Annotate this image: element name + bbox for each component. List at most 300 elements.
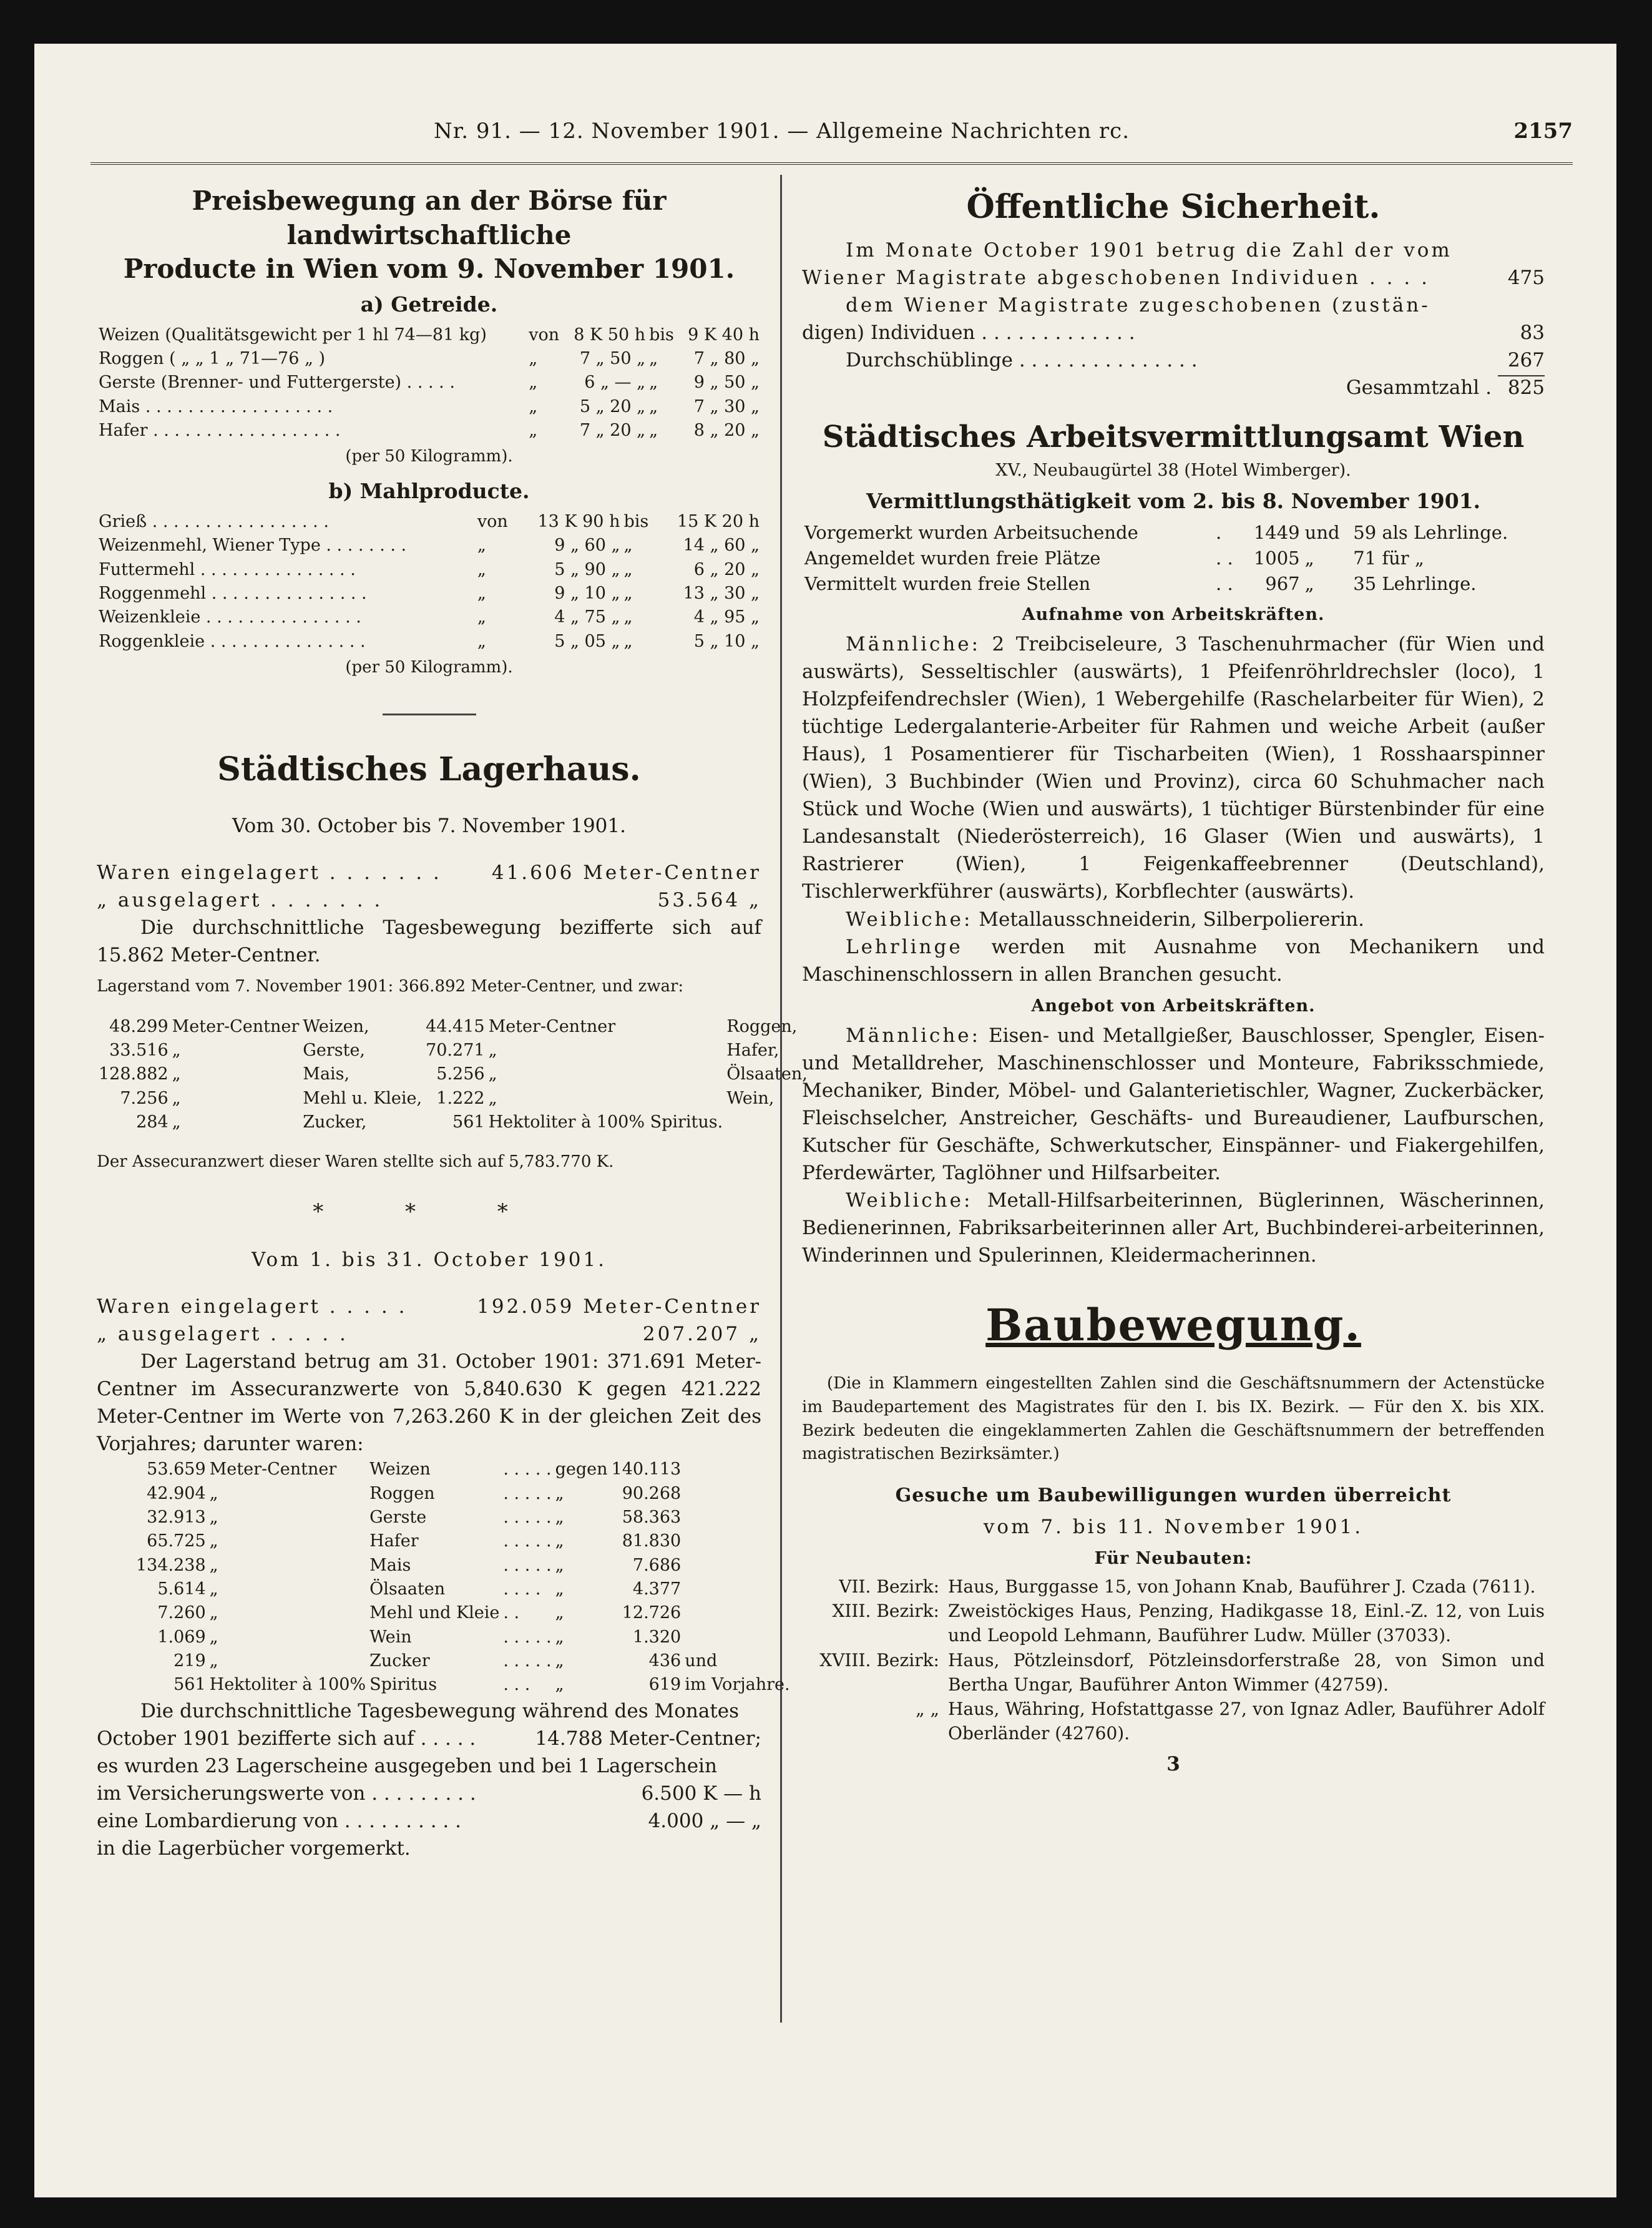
compare-row-cell: . . . .	[503, 1579, 541, 1599]
mahl-row-cell: 4 „ 75 „	[554, 607, 620, 627]
vermittlung-row-cell: 1005	[1253, 547, 1300, 569]
stock-row-cell: 284	[136, 1112, 169, 1132]
vermittlung-row-cell: 71 für „	[1353, 547, 1424, 569]
getreide-row-cell: „	[529, 373, 538, 393]
compare-row-cell: „	[555, 1603, 564, 1623]
ausgelagert-label: „ ausgelagert . . . . . . .	[97, 888, 383, 911]
compare-row-cell: 12.726	[622, 1603, 682, 1623]
lagerhaus-period2: Vom 1. bis 31. October 1901.	[251, 1249, 607, 1272]
getreide-row	[97, 371, 761, 395]
vermittlung-row-cell: „	[1304, 572, 1314, 594]
aufnahme-weiblich-text: Metallausschneiderin, Silberpoliererin.	[979, 908, 1364, 931]
mahl-row-cell: „	[623, 584, 633, 604]
mahl-row-cell: Weizenkleie . . . . . . . . . . . . . . .	[99, 607, 361, 627]
aufnahme-weiblich-label: Weibliche:	[846, 908, 973, 931]
angebot-weiblich-label: Weibliche:	[846, 1189, 973, 1212]
summary-line-text: in die Lagerbücher vorgemerkt.	[97, 1837, 411, 1860]
getreide-unit: (per 50 Kilogramm).	[345, 447, 513, 466]
ausgelagert2-value: 207.207 „	[642, 1323, 761, 1346]
vermittlung-row-cell: und	[1304, 521, 1340, 543]
getreide-row-cell: 7 „ 50 „	[579, 348, 646, 368]
compare-row-cell: 4.377	[632, 1579, 682, 1599]
compare-row-cell: und	[685, 1651, 718, 1671]
eingelagert2-line	[97, 1293, 761, 1320]
bau-entry-district: „ „	[916, 1699, 939, 1720]
newspaper-page	[34, 44, 1616, 2197]
getreide-row-cell: „	[529, 348, 538, 368]
zustaendig-value: 83	[1520, 321, 1545, 344]
compare-row-cell: Weizen	[369, 1460, 431, 1480]
mahl-row-cell: Weizenmehl, Wiener Type . . . . . . . .	[99, 536, 407, 556]
ausgelagert-line	[97, 886, 761, 914]
compare-row-cell: . . .	[503, 1675, 530, 1695]
compare-row-cell: 42.904	[147, 1483, 206, 1503]
aufnahme-maennlich-label: Männliche:	[846, 633, 981, 656]
getreide-row-cell: Roggen ( „ „ 1 „ 71—76 „ )	[99, 348, 326, 368]
ausgelagert2-line	[97, 1320, 761, 1348]
stock-row-cell: Weizen,	[303, 1016, 369, 1036]
sicherheit-line4	[802, 346, 1545, 374]
getreide-table	[97, 323, 761, 443]
sicherheit-line3	[802, 319, 1545, 346]
boerse-title-line1: Preisbewegung an der Börse für landwirtschaftliche	[192, 185, 667, 250]
eingelagert2-label: Waren eingelagert . . . . .	[97, 1295, 408, 1318]
getreide-row-cell: „	[529, 396, 538, 416]
compare-row-cell: „	[209, 1483, 218, 1503]
compare-row-cell: „	[555, 1531, 564, 1551]
compare-row-cell: . . . . .	[503, 1483, 552, 1503]
getreide-row-cell: 8 „ 20 „	[693, 420, 760, 440]
stock-row-cell: 70.271	[426, 1040, 485, 1060]
getreide-row-cell: Gerste (Brenner- und Futtergerste) . . . . .	[99, 373, 455, 393]
vermittlung-row	[802, 571, 1545, 597]
summary-line-text: es wurden 23 Lagerscheine ausgegeben und bei 1 Lagerschein	[97, 1754, 717, 1777]
compare-row-cell: . . . . .	[503, 1531, 552, 1551]
mahl-row-cell: „	[477, 631, 486, 651]
compare-row-cell: „	[555, 1483, 564, 1503]
vermittlung-row-cell: . .	[1216, 547, 1233, 569]
getreide-heading: a) Getreide.	[360, 292, 498, 317]
stock-row-cell: Meter-Centner	[172, 1016, 300, 1036]
compare-row	[134, 1626, 792, 1649]
compare-row-cell: gegen	[555, 1460, 608, 1480]
summary-line-text: im Versicherungswerte von . . . . . . . . .	[97, 1782, 476, 1805]
bau-entry	[802, 1697, 1545, 1745]
compare-row-cell: 219	[174, 1651, 206, 1671]
getreide-row-cell: Weizen (Qualitätsgewicht per 1 hl 74—81 kg)	[99, 325, 487, 345]
total-label: Gesammtzahl .	[1346, 376, 1492, 399]
compare-row-cell: Mehl und Kleie	[369, 1603, 500, 1623]
mahl-row-cell: „	[623, 536, 633, 556]
stock-row-cell: Hafer,	[726, 1040, 780, 1060]
compare-row-cell: „	[209, 1507, 218, 1527]
assecuranz-text: Der Assecuranzwert dieser Waren stellte sich auf 5,783.770 K.	[97, 1152, 614, 1172]
mahl-row-cell: 5 „ 05 „	[554, 631, 620, 651]
stock-row-cell: 7.256	[120, 1088, 169, 1108]
compare-row-cell: Roggen	[369, 1483, 435, 1503]
compare-row-cell	[683, 1578, 791, 1601]
aufnahme-weiblich	[802, 906, 1545, 933]
compare-row	[134, 1578, 792, 1601]
summary-line-text: eine Lombardierung von . . . . . . . . . .	[97, 1809, 461, 1832]
bau-entry-text: Zweistöckiges Haus, Penzing, Hadikgasse 18, Einl.-Z. 12, von Luis und Leopold Lehmann, Bauführer Ludw. Müller (37033).	[948, 1601, 1545, 1646]
angebot-weiblich-text: Metall-Hilfsarbeiterinnen, Büglerinnen, Wäscherinnen, Bedienerinnen, Fabriksarbeiterinnen aller Art, Buchbinderei-arbeiterinnen, Winderinnen und Spulerinnen, Kleidermacherinnen.	[802, 1189, 1545, 1267]
sicherheit-intro: Im Monate October 1901 betrug die Zahl der vom	[846, 238, 1452, 262]
compare-row-cell: 619	[648, 1675, 682, 1695]
getreide-row-cell: 6 „ — „	[584, 373, 646, 393]
stock-row-cell: 44.415	[426, 1016, 485, 1036]
compare-row-cell: „	[209, 1651, 218, 1671]
stock-row-cell: „	[488, 1064, 497, 1084]
getreide-row	[97, 323, 761, 347]
mahl-heading: b) Mahlproducte.	[328, 479, 530, 504]
bau-entry	[802, 1599, 1545, 1647]
eingelagert-label: Waren eingelagert . . . . . . .	[97, 861, 442, 884]
lagerstand-text: Lagerstand vom 7. November 1901: 366.892 Meter-Centner, und zwar:	[97, 976, 684, 996]
section-stars: * * *	[313, 1199, 545, 1224]
getreide-row-cell: bis	[649, 325, 674, 345]
compare-row-cell: „	[555, 1555, 564, 1575]
mahl-row-cell: bis	[623, 512, 649, 532]
mahl-row-cell: Roggenmehl . . . . . . . . . . . . . . .	[99, 584, 367, 604]
summary-line	[97, 1697, 761, 1725]
vermittlung-row-cell: 967	[1265, 572, 1300, 594]
getreide-row-cell: 9 K 40 h	[688, 325, 760, 345]
eingelagert-value: 41.606 Meter-Centner	[491, 861, 761, 884]
sicherheit-total	[802, 374, 1545, 401]
mahl-row-cell: 13 „ 30 „	[683, 584, 760, 604]
angebot-weiblich	[802, 1187, 1545, 1269]
getreide-row-cell: Hafer . . . . . . . . . . . . . . . . . .	[99, 420, 341, 440]
angebot-maennlich-text: Eisen- und Metallgießer, Bauschlosser, Spengler, Eisen- und Metalldreher, Maschinenschlosser und Monteure, Fabriksschmiede, Mechaniker, Binder, Möbel- und Galanterietischler, Wagner, Zuckerbäcker, Fleischselcher, Anstreicher, Geschäfts- und Bureaudiener, Laufburschen, Kutscher für Geschäfte, Schwerkutscher, Einspänner- und Fiakergehilfen, Pferdewärter, Taglöhner und Hilfsarbeiter.	[802, 1024, 1545, 1184]
compare-row-cell: 1.320	[632, 1627, 682, 1647]
aufnahme-lehrlinge	[802, 933, 1545, 988]
compare-row-cell: Gerste	[369, 1507, 427, 1527]
zugeschoben-label: dem Wiener Magistrate zugeschobenen (zustän-	[846, 293, 1430, 317]
mahl-row-cell: Futtermehl . . . . . . . . . . . . . . .	[99, 559, 356, 579]
stock-row-cell: „	[172, 1040, 181, 1060]
mahl-row-cell: „	[477, 584, 486, 604]
mahl-row	[97, 534, 761, 557]
section-separator	[383, 714, 476, 715]
ausgelagert-value: 53.564 „	[657, 888, 761, 911]
lagerhaus-title: Städtisches Lagerhaus.	[217, 750, 641, 788]
stock-row	[97, 1111, 809, 1134]
compare-row-cell: Meter-Centner	[209, 1460, 337, 1480]
mahl-row-cell: 9 „ 10 „	[554, 584, 620, 604]
angebot-maennlich	[802, 1022, 1545, 1187]
mahl-row-cell: „	[623, 607, 633, 627]
vermittlung-row-cell: .	[1216, 521, 1222, 543]
compare-row-cell: 1.069	[157, 1627, 206, 1647]
compare-row-cell: . .	[503, 1603, 520, 1623]
mahl-row	[97, 630, 761, 654]
stock-row	[97, 1087, 809, 1111]
vermittlung-row-cell: Vermittelt wurden freie Stellen	[804, 572, 1091, 594]
stock-row-cell: „	[172, 1112, 181, 1132]
signature-mark: 3	[1166, 1753, 1180, 1776]
compare-row-cell	[683, 1482, 791, 1506]
mahl-table	[97, 510, 761, 654]
mahl-row-cell: „	[477, 559, 486, 579]
compare-row-cell	[683, 1554, 791, 1578]
getreide-row	[97, 347, 761, 371]
baubewegung-note: (Die in Klammern eingestellten Zahlen sind die Geschäftsnummern der Actenstücke im Baudepartement des Magistrates für den I. bis IX. Bezirk. — Für den X. bis XIX. Bezirk bedeuten die eingeklammerten Zahlen die Geschäftsnummern der betreffenden magistratischen Bezirksämter.)	[802, 1374, 1545, 1464]
compare-row-cell: 561	[174, 1675, 206, 1695]
gesuche-heading: Gesuche um Baubewilligungen wurden überreicht	[895, 1485, 1452, 1507]
header-rule	[90, 162, 1573, 165]
gesuche-period: vom 7. bis 11. November 1901.	[983, 1515, 1364, 1538]
compare-row	[134, 1601, 792, 1625]
mahl-row	[97, 510, 761, 534]
compare-row-cell: „	[209, 1579, 218, 1599]
vermittlung-row-cell: 1449	[1253, 521, 1300, 543]
summary-line-value: 14.788 Meter-Centner;	[535, 1727, 761, 1750]
stock-row-cell: Roggen,	[726, 1016, 798, 1036]
vermittlung-row	[802, 520, 1545, 546]
summary-line	[97, 1835, 761, 1862]
aufnahme-maennlich	[802, 631, 1545, 905]
compare-row-cell: 140.113	[611, 1460, 682, 1480]
compare-row-cell: . . . . .	[503, 1460, 552, 1480]
abgeschoben-value: 475	[1507, 266, 1545, 289]
summary-line	[97, 1780, 761, 1807]
mahl-row-cell: Roggenkleie . . . . . . . . . . . . . . .	[99, 631, 366, 651]
mahl-row-cell: 4 „ 95 „	[693, 607, 760, 627]
compare-row-cell: . . . . .	[503, 1555, 552, 1575]
mahl-row-cell: 14 „ 60 „	[683, 536, 760, 556]
neubauten-heading: Für Neubauten:	[1094, 1548, 1253, 1568]
mahl-row	[97, 582, 761, 606]
stock-row-cell: 48.299	[109, 1016, 169, 1036]
stock-row-cell: Mais,	[303, 1064, 350, 1084]
sicherheit-line1	[802, 264, 1545, 292]
getreide-row	[97, 395, 761, 419]
stock-row-cell: „	[488, 1088, 497, 1108]
eingelagert-line	[97, 859, 761, 886]
vermittlung-row-cell: „	[1304, 547, 1314, 569]
right-column	[802, 184, 1545, 1778]
compare-row-cell: „	[209, 1555, 218, 1575]
compare-row-cell: Spiritus	[369, 1675, 437, 1695]
abgeschoben-label: Wiener Magistrate abgeschobenen Individuen . . . .	[802, 266, 1430, 289]
summary-line-text: Die durchschnittliche Tagesbewegung während des Monates	[140, 1699, 740, 1722]
stock-row-cell: 561	[452, 1112, 485, 1132]
getreide-row-cell: 7 „ 30 „	[693, 396, 760, 416]
compare-row-cell: 32.913	[147, 1507, 206, 1527]
getreide-row-cell: „	[649, 348, 658, 368]
stock-row	[97, 1039, 809, 1062]
stock-row	[97, 1015, 809, 1039]
mahl-row	[97, 606, 761, 629]
arbeitsamt-title: Städtisches Arbeitsvermittlungsamt Wien	[822, 419, 1525, 454]
getreide-row-cell: „	[529, 420, 538, 440]
compare-row-cell: „	[555, 1627, 564, 1647]
stock-row-cell: Hektoliter à 100% Spiritus.	[488, 1112, 723, 1132]
arbeitsamt-address: XV., Neubaugürtel 38 (Hotel Wimberger).	[995, 461, 1351, 481]
lagerhaus-period1: Vom 30. October bis 7. November 1901.	[232, 814, 626, 837]
compare-row-cell: 5.614	[157, 1579, 206, 1599]
vermittlung-row-cell: 59 als Lehrlinge.	[1353, 521, 1508, 543]
compare-row-cell: Wein	[369, 1627, 412, 1647]
lehrlinge-text: werden mit Ausnahme von Mechanikern und Maschinenschlossern in allen Branchen gesucht.	[802, 935, 1545, 986]
monthly-summary	[97, 1697, 761, 1862]
arbeitsamt-period: Vermittlungsthätigkeit vom 2. bis 8. November 1901.	[866, 488, 1481, 513]
summary-line-text: October 1901 bezifferte sich auf . . . . .	[97, 1727, 476, 1750]
stock-row-cell: 1.222	[436, 1088, 485, 1108]
summary-line	[97, 1807, 761, 1835]
compare-row-cell: . . . . .	[503, 1651, 552, 1671]
compare-row	[134, 1482, 792, 1506]
mahl-row-cell: „	[623, 559, 633, 579]
running-title: Nr. 91. — 12. November 1901. — Allgemeine Nachrichten rc.	[434, 119, 1130, 144]
getreide-row-cell: 8 K 50 h	[574, 325, 646, 345]
compare-row	[134, 1554, 792, 1578]
bau-entries	[802, 1574, 1545, 1745]
stock-row-cell: „	[488, 1040, 497, 1060]
bau-entry-district: XVIII. Bezirk:	[819, 1649, 939, 1671]
compare-row-cell: . . . . .	[503, 1507, 552, 1527]
bau-entry-text: Haus, Währing, Hofstattgasse 27, von Ignaz Adler, Bauführer Adolf Oberländer (42760).	[948, 1699, 1545, 1744]
compare-row-cell: 58.363	[622, 1507, 682, 1527]
bau-entry-district: XIII. Bezirk:	[832, 1601, 939, 1622]
compare-row	[134, 1506, 792, 1529]
compare-row-cell: Zucker	[369, 1651, 430, 1671]
compare-row	[134, 1529, 792, 1553]
boerse-title-line2: Producte in Wien vom 9. November 1901.	[123, 253, 735, 285]
left-column	[97, 184, 808, 1862]
mahl-row-cell: 13 K 90 h	[537, 512, 620, 532]
getreide-row-cell: von	[529, 325, 560, 345]
mahl-unit: (per 50 Kilogramm).	[345, 658, 513, 677]
getreide-row-cell: 7 „ 20 „	[579, 420, 646, 440]
compare-row-cell: „	[555, 1507, 564, 1527]
aufnahme-heading: Aufnahme von Arbeitskräften.	[1022, 605, 1325, 625]
page-number: 2157	[1513, 119, 1573, 144]
compare-row-cell	[683, 1601, 791, 1625]
compare-row-cell: Ölsaaten	[369, 1579, 446, 1599]
getreide-row-cell: „	[649, 373, 658, 393]
vermittlung-table	[802, 520, 1545, 597]
compare-row-cell	[683, 1529, 791, 1553]
stock-row-cell: Meter-Centner	[488, 1016, 616, 1036]
compare-row-cell: 134.238	[136, 1555, 206, 1575]
getreide-row	[97, 419, 761, 443]
page-header	[34, 119, 1616, 156]
compare-row-cell: Hektoliter à 100%	[209, 1675, 366, 1695]
total-value: 825	[1498, 375, 1545, 399]
stock-row-cell: „	[172, 1064, 181, 1084]
mahl-row-cell: 9 „ 60 „	[554, 536, 620, 556]
summary-line	[97, 1752, 761, 1780]
compare-row-cell: Hafer	[369, 1531, 419, 1551]
bau-entry	[802, 1648, 1545, 1697]
getreide-row-cell: „	[649, 420, 658, 440]
mahl-row	[97, 558, 761, 582]
sicherheit-title: Öffentliche Sicherheit.	[966, 188, 1381, 226]
mahl-row-cell: von	[477, 512, 508, 532]
lagerstand-october-text: Der Lagerstand betrug am 31. October 1901: 371.691 Meter-Centner im Assecuranzwerte von 5,840.630 K gegen 421.222 Meter-Centner im Werte von 7,263.260 K in der gleichen Zeit des Vorjahres; darunter waren:	[97, 1350, 761, 1456]
vermittlung-row-cell: Angemeldet wurden freie Plätze	[804, 547, 1101, 569]
summary-line-value: 4.000 „ — „	[648, 1809, 761, 1832]
mahl-row-cell: 15 K 20 h	[677, 512, 760, 532]
stock-row-cell: 128.882	[99, 1064, 169, 1084]
compare-row-cell: 7.260	[157, 1603, 206, 1623]
compare-row-cell: „	[209, 1531, 218, 1551]
bau-entry	[802, 1574, 1545, 1599]
lehrlinge-label: Lehrlinge	[846, 935, 963, 958]
compare-row	[134, 1458, 792, 1481]
mahl-row-cell: 6 „ 20 „	[693, 559, 760, 579]
compare-row-cell: Mais	[369, 1555, 411, 1575]
summary-line	[97, 1725, 761, 1752]
angebot-heading: Angebot von Arbeitskräften.	[1031, 996, 1316, 1016]
stock-row-cell	[725, 1111, 809, 1134]
bau-entry-district: VII. Bezirk:	[839, 1576, 939, 1597]
mahl-row-cell: „	[477, 607, 486, 627]
stock-row	[97, 1062, 809, 1086]
vermittlung-row-cell: . .	[1216, 572, 1233, 594]
getreide-row-cell: 5 „ 20 „	[579, 396, 646, 416]
compare-row-cell	[683, 1458, 791, 1481]
compare-row-cell: „	[555, 1675, 564, 1695]
getreide-row-cell: 9 „ 50 „	[693, 373, 760, 393]
stock-row-cell: Mehl u. Kleie,	[303, 1088, 423, 1108]
compare-row-cell: 90.268	[622, 1483, 682, 1503]
vermittlung-row	[802, 546, 1545, 571]
compare-row	[134, 1649, 792, 1673]
getreide-row-cell: Mais . . . . . . . . . . . . . . . . . .	[99, 396, 333, 416]
eingelagert2-value: 192.059 Meter-Centner	[477, 1295, 761, 1318]
ausgelagert2-label: „ ausgelagert . . . . .	[97, 1323, 348, 1346]
baubewegung-title: Baubewegung.	[985, 1299, 1361, 1352]
schueblinge-label: Durchschüblinge . . . . . . . . . . . . . . .	[846, 348, 1198, 371]
stock-table	[97, 1015, 809, 1135]
compare-row-cell: 65.725	[147, 1531, 206, 1551]
compare-row-cell	[683, 1626, 791, 1649]
bau-entry-text: Haus, Burggasse 15, von Johann Knab, Bauführer J. Czada (7611).	[948, 1576, 1536, 1597]
mahl-row-cell: „	[623, 631, 633, 651]
vermittlung-row-cell: Vorgemerkt wurden Arbeitsuchende	[804, 521, 1138, 543]
compare-row-cell: 436	[648, 1651, 682, 1671]
compare-table	[134, 1458, 792, 1697]
getreide-row-cell: 7 „ 80 „	[693, 348, 760, 368]
getreide-row-cell: „	[649, 396, 658, 416]
compare-row-cell: „	[555, 1579, 564, 1599]
schueblinge-value: 267	[1507, 348, 1545, 371]
stock-row-cell: Ölsaaten,	[726, 1064, 808, 1084]
summary-line-value: 6.500 K — h	[641, 1782, 761, 1805]
stock-row-cell: Wein,	[726, 1088, 775, 1108]
bau-entry-text: Haus, Pötzleinsdorf, Pötzleinsdorferstraße 28, von Simon und Bertha Ungar, Bauführer Anton Wimmer (42759).	[948, 1649, 1545, 1695]
stock-row-cell: Zucker,	[303, 1112, 367, 1132]
stock-row-cell: Gerste,	[303, 1040, 366, 1060]
vermittlung-row-cell: 35 Lehrlinge.	[1353, 572, 1477, 594]
compare-row-cell: „	[209, 1627, 218, 1647]
zustaendig-label: digen) Individuen . . . . . . . . . . . . .	[802, 321, 1135, 344]
stock-row-cell: 5.256	[436, 1064, 485, 1084]
angebot-maennlich-label: Männliche:	[846, 1024, 981, 1047]
compare-row-cell: „	[209, 1603, 218, 1623]
compare-row-cell: . . . . .	[503, 1627, 552, 1647]
aufnahme-maennlich-text: 2 Treibciseleure, 3 Taschenuhrmacher (für Wien und auswärts), Sesseltischler (auswärts), 1 Pfeifenröhrldrechsler (loco), 1 Holzpfeifendrechsler (Wien), 1 Webergehilfe (Raschelarbeiter für Wien), 2 tüchtige Ledergalanterie-Arbeiter für Rahmen und weiche Arbeit (außer Haus), 1 Posamentierer für Tischarbeiten (Wien), 1 Rosshaarspinner (Wien), 3 Buchbinder (Wien und Provinz), circa 60 Schuhmacher nach Stück und Woche (Wien und auswärts), 1 tüchtiger Bürstenbinder für eine Landesanstalt (Niederösterreich), 16 Glaser (Wien und auswärts), 1 Rastrierer (Wien), 1 Feigenkaffeebrenner (Deutschland), Tischlerwerkführer (auswärts), Korbflechter (auswärts).	[802, 633, 1545, 903]
compare-row-cell: 7.686	[632, 1555, 682, 1575]
compare-row-cell	[683, 1506, 791, 1529]
compare-row-cell: „	[555, 1651, 564, 1671]
compare-row-cell: 53.659	[147, 1460, 206, 1480]
mahl-row-cell: Grieß . . . . . . . . . . . . . . . . .	[99, 512, 329, 532]
compare-row-cell: im Vorjahre.	[685, 1675, 790, 1695]
